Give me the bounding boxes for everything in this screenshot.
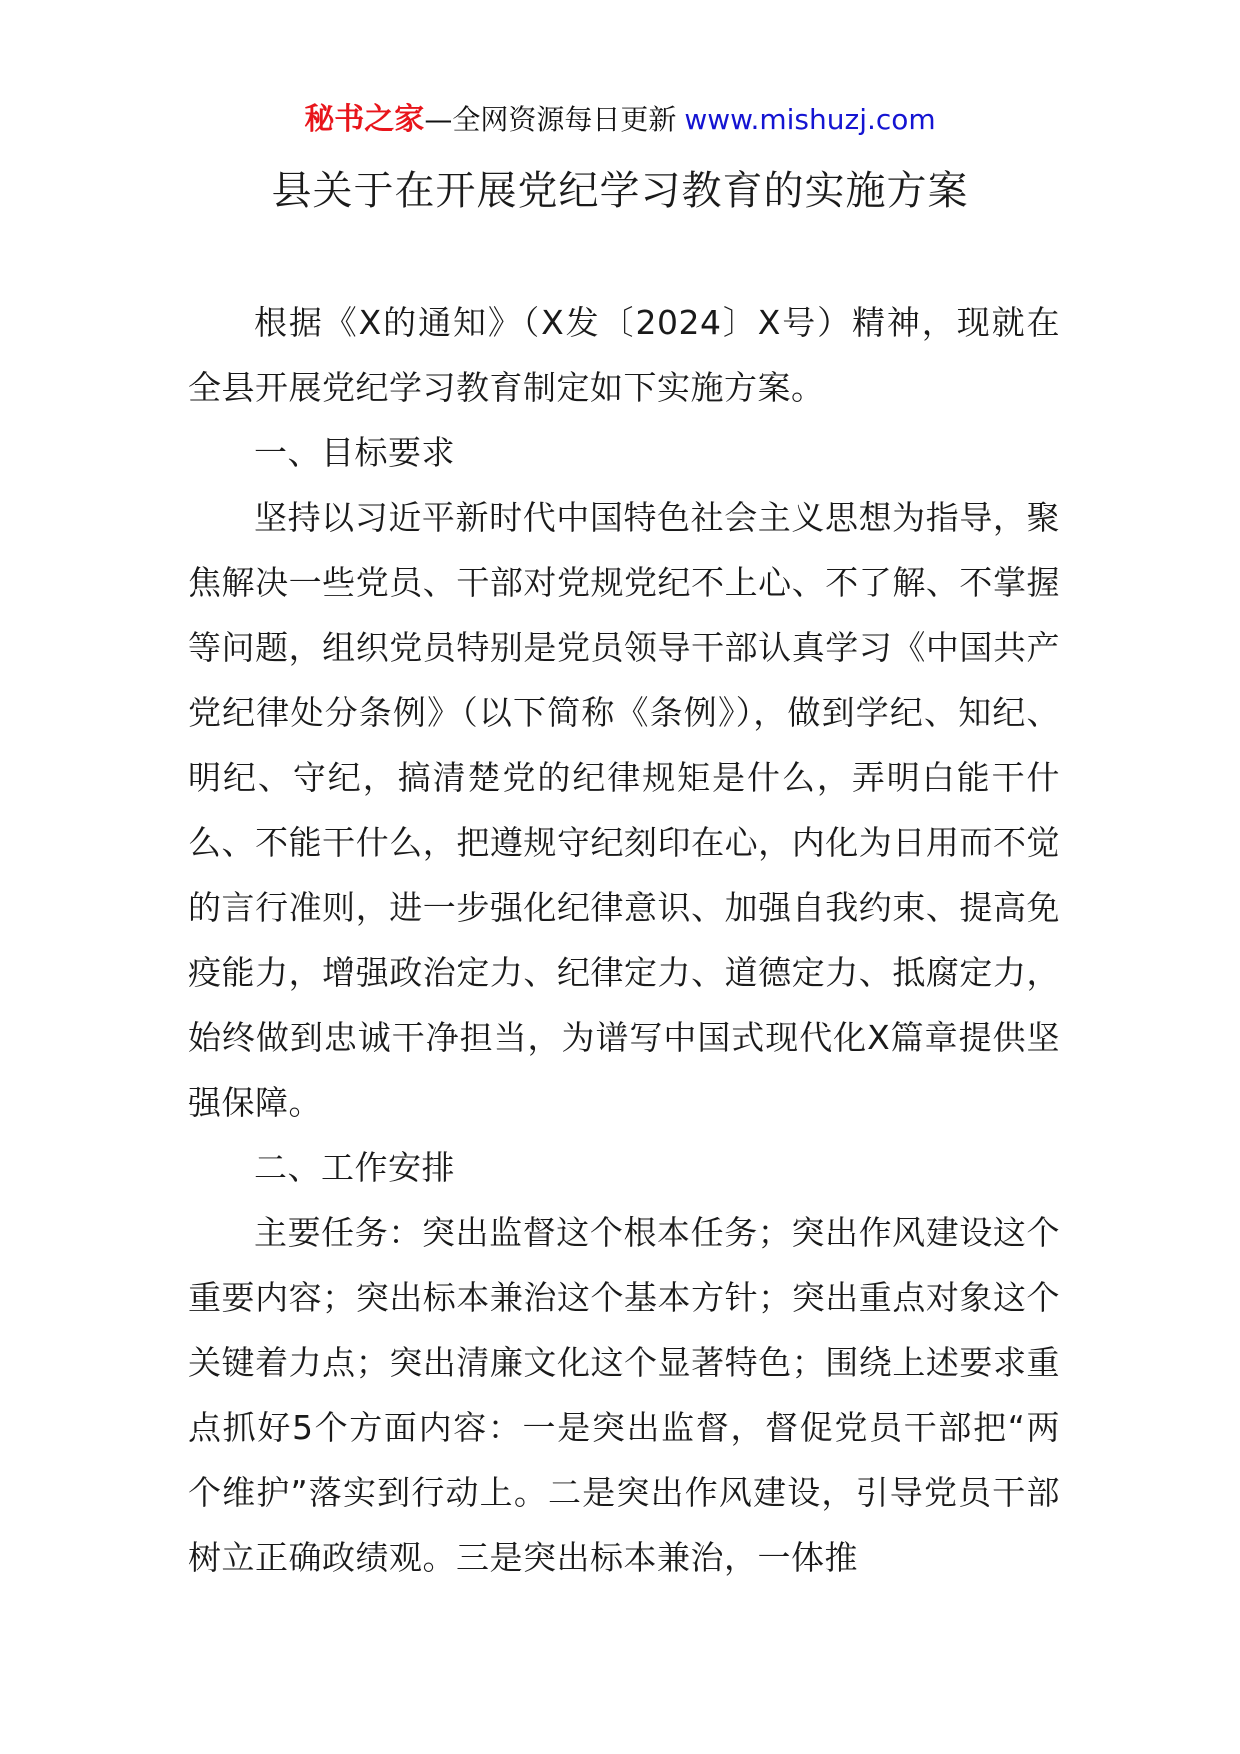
site-header — [0, 100, 1240, 140]
brand-name: 秘书之家 — [304, 102, 425, 137]
document-body — [188, 290, 1060, 1590]
section-heading-arrangement: 二、工作安排 — [254, 1148, 455, 1187]
section-heading-goals: 一、目标要求 — [254, 433, 455, 472]
header-slogan: —全网资源每日更新 — [424, 103, 677, 136]
tasks-paragraph: 主要任务：突出监督这个根本任务；突出作风建设这个重要内容；突出标本兼治这个基本方针；突出重点对象这个关键着力点；突出清廉文化这个显著特色；围绕上述要求重点抓好5个方面内容：一是突出监督，督促党员干部把“两个维护”落实到行动上。二是突出作风建设，引导党员干部树立正确政绩观。三是突出标本兼治，一体推 — [188, 1213, 1060, 1577]
intro-paragraph: 根据《X的通知》（X发〔2024〕X号）精神，现就在全县开展党纪学习教育制定如下实施方案。 — [188, 303, 1060, 407]
document-title: 县关于在开展党纪学习教育的实施方案 — [271, 168, 969, 214]
site-url-link[interactable]: www.mishuzj.com — [684, 103, 936, 136]
goals-paragraph: 坚持以习近平新时代中国特色社会主义思想为指导，聚焦解决一些党员、干部对党规党纪不上心、不了解、不掌握等问题，组织党员特别是党员领导干部认真学习《中国共产党纪律处分条例》（以下简称《条例》），做到学纪、知纪、明纪、守纪，搞清楚党的纪律规矩是什么，弄明白能干什么、不能干什么，把遵规守纪刻印在心，内化为日用而不觉的言行准则，进一步强化纪律意识、加强自我约束、提高免疫能力，增强政治定力、纪律定力、道德定力、抵腐定力，始终做到忠诚干净担当，为谱写中国式现代化X篇章提供坚强保障。 — [188, 498, 1060, 1122]
